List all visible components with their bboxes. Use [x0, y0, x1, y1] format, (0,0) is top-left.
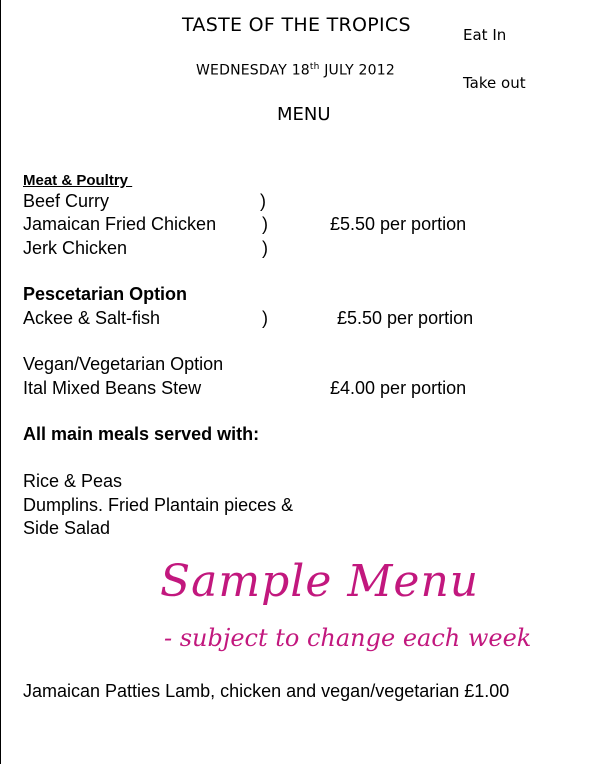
- meat-price: £5.50 per portion: [330, 214, 467, 234]
- sample-menu-note: - subject to change each week: [164, 624, 532, 652]
- date-ordinal: th: [309, 62, 320, 72]
- group-bracket: ): [262, 308, 268, 328]
- side-line: Dumplins. Fried Plantain pieces &: [23, 495, 294, 515]
- side-line: Side Salad: [23, 518, 111, 538]
- group-bracket: ): [262, 214, 268, 234]
- menu-date: [196, 62, 395, 79]
- menu-heading: MENU: [277, 104, 331, 125]
- date-rest: JULY 2012: [319, 62, 395, 79]
- group-bracket: ): [260, 191, 266, 211]
- group-bracket: ): [262, 238, 268, 258]
- vegan-price: £4.00 per portion: [330, 378, 467, 398]
- side-line: Rice & Peas: [23, 471, 123, 491]
- eat-in-label: Eat In: [463, 26, 507, 44]
- restaurant-title: TASTE OF THE TROPICS: [182, 14, 411, 36]
- page-border: [0, 0, 1, 764]
- menu-item: Jerk Chicken: [23, 238, 128, 258]
- date-day: WEDNESDAY 18: [196, 62, 310, 79]
- patties-line: Jamaican Patties Lamb, chicken and vegan/vegetarian £1.00: [23, 681, 510, 701]
- menu-item: Beef Curry: [23, 191, 110, 211]
- vegan-heading: Vegan/Vegetarian Option: [23, 354, 224, 374]
- menu-item: Jamaican Fried Chicken: [23, 214, 217, 234]
- sides-heading: All main meals served with:: [23, 424, 260, 444]
- meat-section-heading: Meat & Poultry: [23, 172, 133, 189]
- menu-item: Ital Mixed Beans Stew: [23, 378, 202, 398]
- sample-menu-title: Sample Menu: [160, 556, 480, 607]
- take-out-label: Take out: [463, 74, 526, 92]
- menu-item: Ackee & Salt-fish: [23, 308, 161, 328]
- pescetarian-price: £5.50 per portion: [337, 308, 474, 328]
- pescetarian-heading: Pescetarian Option: [23, 284, 188, 304]
